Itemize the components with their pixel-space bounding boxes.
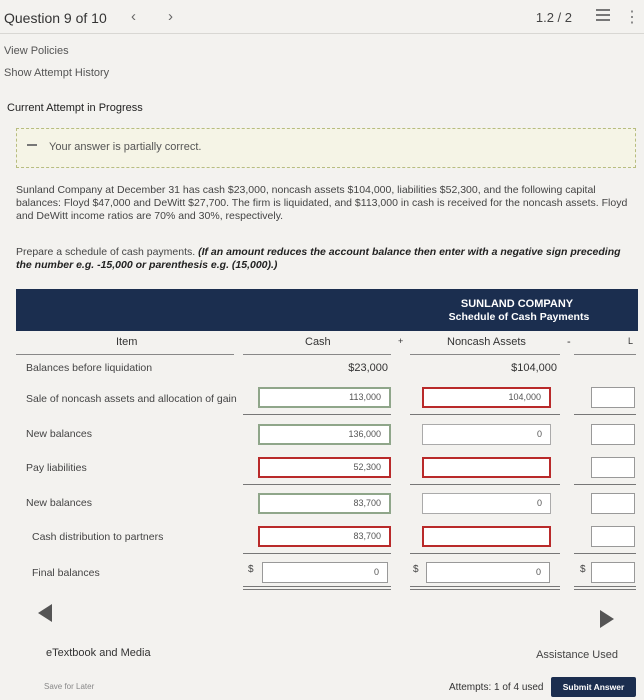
row-rule <box>574 484 636 485</box>
more-options-icon[interactable]: ⋮ <box>624 9 640 26</box>
col-header-cash: Cash <box>305 336 331 348</box>
row-label: Pay liabilities <box>26 462 87 474</box>
prev-question-icon[interactable]: ‹ <box>131 8 136 25</box>
cash-input-sale[interactable]: 113,000 <box>258 387 391 408</box>
noncash-input-final[interactable]: 0 <box>426 562 550 583</box>
next-question-icon[interactable]: › <box>168 8 173 25</box>
etextbook-link[interactable]: eTextbook and Media <box>46 647 151 659</box>
scroll-left-icon[interactable] <box>38 604 52 622</box>
l-input-pay-liabilities[interactable] <box>591 457 635 478</box>
instructions-emphasis: (If an amount reduces the account balance then enter with a negative sign preceding the number e.g. -15,000 or parenthesis e.g. (15,000).) <box>16 246 621 271</box>
row-label: New balances <box>26 428 92 440</box>
feedback-banner <box>16 128 636 168</box>
l-input-new-balance-2[interactable] <box>591 493 635 514</box>
col-header-noncash: Noncash Assets <box>447 336 526 348</box>
plus-sign: + <box>398 336 404 346</box>
row-label: Balances before liquidation <box>26 362 153 374</box>
row-rule <box>243 414 391 415</box>
attempts-counter: Attempts: 1 of 4 used <box>449 682 544 693</box>
save-for-later-button[interactable]: Save for Later <box>44 682 95 691</box>
header-rule-noncash <box>410 354 560 355</box>
instructions-lead: Prepare a schedule of cash payments. <box>16 246 196 258</box>
row-rule <box>410 484 560 485</box>
header-rule-cash <box>243 354 391 355</box>
row-double-rule <box>410 589 560 590</box>
header-rule-l <box>574 354 636 355</box>
partial-correct-icon <box>27 144 37 146</box>
company-name: SUNLAND COMPANY <box>460 298 574 310</box>
header-rule-item <box>16 354 234 355</box>
l-input-distribution[interactable] <box>591 526 635 547</box>
cash-input-pay-liabilities[interactable]: 52,300 <box>258 457 391 478</box>
row-rule <box>243 484 391 485</box>
row-rule <box>410 553 560 554</box>
cash-input-new-balance-2[interactable]: 83,700 <box>258 493 391 514</box>
row-double-rule <box>574 589 636 590</box>
score-display: 1.2 / 2 <box>535 10 572 25</box>
row-rule <box>574 586 636 587</box>
row-rule <box>574 553 636 554</box>
col-header-l: L <box>628 336 634 346</box>
cash-input-final[interactable]: 0 <box>262 562 388 583</box>
minus-sign: - <box>567 336 571 348</box>
schedule-banner <box>16 289 638 331</box>
row-label: Sale of noncash assets and allocation of gain <box>26 393 237 405</box>
instructions <box>16 246 638 272</box>
dollar-sign: $ <box>413 564 419 575</box>
show-attempt-history-link[interactable]: Show Attempt History <box>4 67 110 79</box>
noncash-balance-value: $104,000 <box>511 362 557 374</box>
header-divider <box>0 33 644 34</box>
row-label: Final balances <box>32 567 100 579</box>
row-label: Cash distribution to partners <box>32 531 164 543</box>
row-rule <box>243 586 391 587</box>
row-rule <box>574 414 636 415</box>
cash-input-new-balance-1[interactable]: 136,000 <box>258 424 391 445</box>
cash-balance-value: $23,000 <box>348 362 388 374</box>
col-header-item: Item <box>116 336 138 348</box>
dollar-sign: $ <box>580 564 586 575</box>
l-input-new-balance-1[interactable] <box>591 424 635 445</box>
schedule-title: Schedule of Cash Payments <box>448 311 590 323</box>
row-rule <box>410 414 560 415</box>
row-label: New balances <box>26 497 92 509</box>
noncash-input-distribution[interactable] <box>422 526 551 547</box>
dollar-sign: $ <box>248 564 254 575</box>
noncash-input-new-balance-1[interactable]: 0 <box>422 424 551 445</box>
assistance-used-label: Assistance Used <box>536 649 618 661</box>
submit-answer-button[interactable]: Submit Answer <box>551 677 636 697</box>
question-list-icon[interactable] <box>596 9 610 23</box>
noncash-input-pay-liabilities[interactable] <box>422 457 551 478</box>
row-double-rule <box>243 589 391 590</box>
scroll-right-icon[interactable] <box>600 610 614 628</box>
problem-text: Sunland Company at December 31 has cash $23,000, noncash assets $104,000, liabilities $52,300, and the following capital balances: Floyd $47,000 and DeWitt $27,700. The firm is liquidated, and $113,000 in cash is received for the noncash assets. Floyd and DeWitt income ratios are 70% and 30%, respectively. <box>16 184 628 222</box>
cash-input-distribution[interactable]: 83,700 <box>258 526 391 547</box>
feedback-message: Your answer is partially correct. <box>49 141 202 153</box>
noncash-input-sale[interactable]: 104,000 <box>422 387 551 408</box>
attempt-status-label: Current Attempt in Progress <box>7 102 143 114</box>
row-rule <box>410 586 560 587</box>
view-policies-link[interactable]: View Policies <box>4 45 69 57</box>
question-title: Question 9 of 10 <box>4 10 107 26</box>
l-input-sale[interactable] <box>591 387 635 408</box>
l-input-final[interactable] <box>591 562 635 583</box>
noncash-input-new-balance-2[interactable]: 0 <box>422 493 551 514</box>
row-rule <box>243 553 391 554</box>
